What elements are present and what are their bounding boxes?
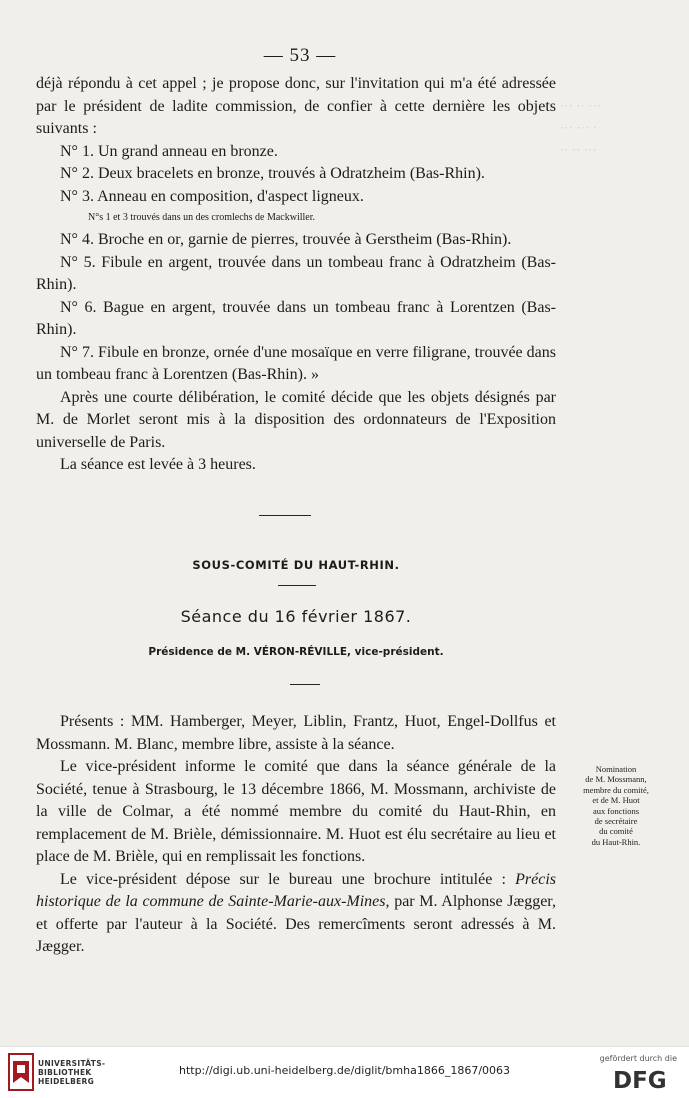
- margin-note: Nomination de M. Mossmann, membre du comité, et de M. Huot aux fonctions de secrétaire du comité du Haut-Rhin.: [583, 764, 649, 847]
- bleed-through-decoration: ··· ·· ··· ··· ··· · ·· ·· ···: [560, 98, 602, 157]
- item-2: N° 2. Deux bracelets en bronze, trouvés à Odratzheim (Bas-Rhin).: [60, 165, 485, 182]
- footnote: N°s 1 et 3 trouvés dans un des cromlechs de Mackwiller.: [88, 212, 316, 223]
- dfg-logo-icon: [613, 1067, 677, 1091]
- session-date: Séance du 16 février 1867.: [180, 607, 412, 626]
- funded-by-label: gefördert durch die: [599, 1054, 677, 1063]
- section-title: SOUS-COMITÉ DU HAUT-RHIN.: [192, 558, 400, 572]
- item-6: N° 6. Bague en argent, trouvée dans un tombeau franc à Lorentzen (Bas-Rhin).: [36, 298, 556, 338]
- brochure-title: Précis historique de la commune de Sainte-Marie-aux-Mines: [36, 870, 556, 910]
- paragraph-closing: La séance est levée à 3 heures.: [60, 456, 256, 473]
- item-4: N° 4. Broche en or, garnie de pierres, trouvée à Gerstheim (Bas-Rhin).: [60, 231, 512, 248]
- page-number: — 53 —: [263, 45, 337, 66]
- library-name: UNIVERSITÄTS- BIBLIOTHEK HEIDELBERG: [38, 1059, 106, 1086]
- text-bottom: [36, 711, 556, 959]
- item-1: N° 1. Un grand anneau en bronze.: [60, 142, 278, 160]
- divider: [278, 585, 316, 586]
- paragraph-brochure: Le vice-président dépose sur le bureau une brochure intitulée : Précis historique de la commune de Sainte-Marie-aux-Mines, par M. Alphonse Jægger, et offerte par l'auteur à la Société. Des remercîments seront adressés à M. Jægger.: [36, 870, 556, 955]
- item-5: N° 5. Fibule en argent, trouvée dans un tombeau franc à Odratzheim (Bas-Rhin).: [36, 253, 556, 293]
- permalink-url[interactable]: http://digi.ub.uni-heidelberg.de/diglit/bmha1866_1867/0063: [178, 1064, 511, 1077]
- paragraph-nomination: Le vice-président informe le comité que dans la séance générale de la Société, tenue à Strasbourg, le 13 décembre 1866, M. Mossmann, archiviste de la ville de Colmar, a été nommé membre du comité du Haut-Rhin, en remplacement de M. Brièle, démissionnaire. M. Huot est élu secrétaire au lieu et place de M. Brièle, qui en remplissait les fonctions.: [36, 758, 556, 865]
- divider: [259, 515, 311, 516]
- paragraph: déjà répondu à cet appel ; je propose donc, sur l'invitation qui m'a été adressée par le président de ladite commission, de confier à cette dernière les objets suivants :: [36, 75, 556, 137]
- paragraph-attendees: Présents : MM. Hamberger, Meyer, Liblin, Frantz, Huot, Engel-Dollfus et Mossmann. M. Blanc, membre libre, assiste à la séance.: [36, 713, 556, 753]
- dfg-logo-text: DFG: [613, 1068, 667, 1091]
- paragraph-deliberation: Après une courte délibération, le comité décide que les objets désignés par M. de Morlet seront mis à la disposition des ordonnateurs de l'Exposition universelle de Paris.: [36, 388, 556, 451]
- item-7: N° 7. Fibule en bronze, ornée d'une mosaïque en verre filigrane, trouvée dans un tombeau franc à Lorentzen (Bas-Rhin). »: [36, 343, 556, 383]
- presidency: Présidence de M. VÉRON-RÉVILLE, vice-président.: [148, 646, 444, 658]
- text-top: [36, 73, 556, 477]
- item-3: N° 3. Anneau en composition, d'aspect ligneux.: [60, 187, 364, 205]
- divider: [290, 684, 320, 685]
- viewer-footer: [0, 1046, 689, 1098]
